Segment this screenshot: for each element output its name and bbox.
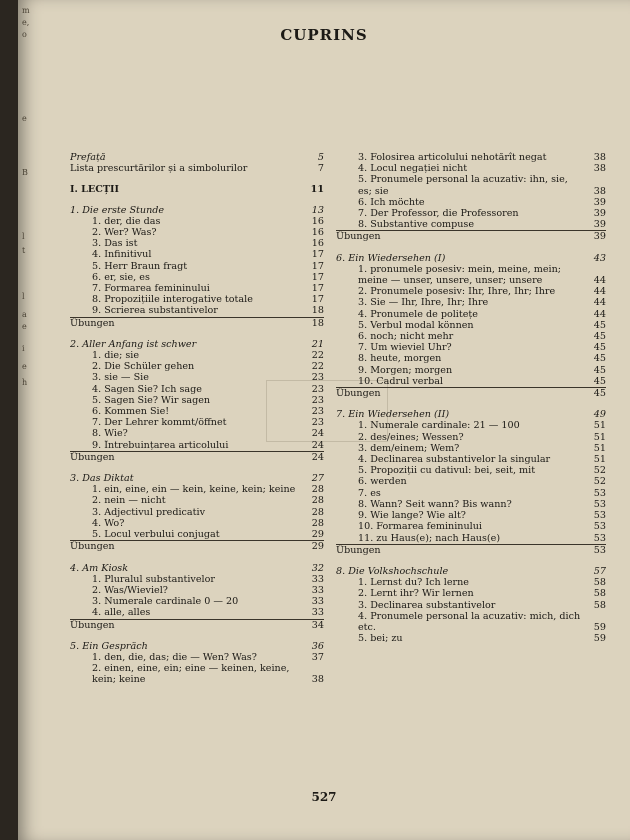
toc-page-number: 23 — [311, 383, 324, 395]
toc-entry-label: 8. Die Volkshochschule — [336, 565, 449, 577]
toc-entry-label: Übungen — [336, 388, 381, 400]
toc-sub-entry — [336, 577, 606, 588]
toc-sub-entry — [336, 611, 606, 633]
toc-page-number: 22 — [311, 350, 324, 362]
toc-page-number: 23 — [311, 394, 324, 406]
toc-entry-label: 4. Pronumele personal la acuzativ: mich, dich etc. — [358, 610, 581, 633]
toc-entry-label: 1. Die erste Stunde — [70, 204, 165, 216]
toc-entry-label: 11. zu Haus(e); nach Haus(e) — [358, 532, 501, 544]
toc-page-number: 44 — [593, 308, 606, 320]
toc-page-number: 53 — [593, 532, 606, 544]
toc-entry-label: 4. Am Kiosk — [70, 562, 129, 574]
toc-sub-entry — [336, 353, 606, 364]
toc-sub-entry — [70, 361, 324, 372]
toc-lesson-heading — [70, 152, 324, 163]
toc-sub-entry — [70, 607, 324, 618]
toc-page-number: 34 — [311, 619, 324, 631]
toc-sub-entry — [336, 465, 606, 476]
toc-entry-label: 2. des/eines; Wessen? — [358, 431, 464, 443]
toc-right-column — [336, 152, 606, 644]
toc-entry-label: 1. ein, eine, ein — kein, keine, kein; keine — [92, 484, 296, 496]
toc-entry-label: 5. bei; zu — [358, 633, 403, 645]
toc-entry-label: 4. Locul negației nicht — [358, 163, 468, 175]
toc-sub-entry — [70, 507, 324, 518]
toc-exercises-entry — [70, 540, 324, 552]
toc-entry-label: 5. Propoziții cu dativul: bei, seit, mit — [358, 465, 536, 477]
toc-sub-entry — [70, 384, 324, 395]
toc-page-number: 38 — [311, 674, 324, 686]
toc-page-number: 18 — [311, 305, 324, 317]
toc-entry-label: 6. er, sie, es — [92, 271, 150, 283]
toc-page-number: 44 — [593, 286, 606, 298]
toc-lesson-heading — [70, 641, 324, 652]
toc-entry-label: 9. Scrierea substantivelor — [92, 305, 218, 317]
toc-sub-entry — [70, 395, 324, 406]
toc-page-number: 5 — [317, 152, 324, 163]
toc-sub-entry — [336, 342, 606, 353]
toc-entry-label: 6. Ich möchte — [358, 196, 425, 208]
toc-entry-label: 7. es — [358, 487, 381, 499]
toc-entry-label: 3. Folosirea articolului nehotărît negat — [358, 152, 547, 163]
toc-sub-entry — [70, 294, 324, 305]
toc-page-number: 17 — [311, 283, 324, 295]
toc-sub-entry — [70, 484, 324, 495]
toc-entry-label: 8. Wann? Seit wann? Bis wann? — [358, 498, 512, 510]
toc-exercises-entry — [336, 387, 606, 399]
toc-page-number: 59 — [593, 621, 606, 633]
toc-sub-entry — [70, 529, 324, 540]
toc-sub-entry — [336, 588, 606, 599]
toc-page-number: 37 — [311, 651, 324, 663]
toc-entry-label: 1. pronumele posesiv: mein, meine, mein; meine — unser, unsere, unser; unsere — [358, 263, 562, 287]
toc-entry-label: 3. Numerale cardinale 0 — 20 — [92, 596, 239, 608]
toc-page-number: 33 — [311, 573, 324, 585]
toc-sub-entry — [70, 585, 324, 596]
toc-page-number: 51 — [593, 420, 606, 432]
toc-sub-entry — [70, 372, 324, 383]
toc-entry-label: 4. Wo? — [92, 517, 125, 529]
toc-page-number: 24 — [311, 439, 324, 451]
toc-exercises-entry — [70, 317, 324, 329]
toc-sub-entry — [70, 305, 324, 316]
toc-page-number: 27 — [311, 473, 324, 485]
toc-sub-entry — [336, 152, 606, 163]
toc-left-column — [70, 152, 324, 686]
toc-entry — [70, 163, 324, 174]
toc-page-number: 52 — [593, 465, 606, 477]
toc-entry-label: 2. Was/Wieviel? — [92, 584, 168, 596]
toc-sub-entry — [70, 261, 324, 272]
toc-page-number: 45 — [593, 375, 606, 387]
toc-entry-label: 5. Sagen Sie? Wir sagen — [92, 394, 211, 406]
toc-entry-label: Übungen — [70, 451, 115, 463]
toc-sub-entry — [70, 406, 324, 417]
toc-sub-entry — [336, 163, 606, 174]
toc-sub-entry — [336, 633, 606, 644]
toc-sub-entry — [336, 219, 606, 230]
toc-page-number: 29 — [311, 541, 324, 553]
toc-page-number: 23 — [311, 372, 324, 384]
toc-sub-entry — [70, 272, 324, 283]
toc-sub-entry — [336, 420, 606, 431]
toc-sub-entry — [70, 417, 324, 428]
toc-page-number: 58 — [593, 588, 606, 600]
toc-entry-label: 4. alle, alles — [92, 607, 151, 619]
toc-entry-label: 6. Ein Wiedersehen (I) — [336, 252, 446, 264]
toc-sub-entry — [70, 574, 324, 585]
toc-sub-entry — [70, 227, 324, 238]
toc-sub-entry — [336, 264, 606, 286]
toc-sub-entry — [336, 286, 606, 297]
toc-sub-entry — [70, 216, 324, 227]
toc-entry-label: 3. Declinarea substantivelor — [358, 599, 496, 611]
toc-page-number: 49 — [593, 409, 606, 421]
toc-page-number: 39 — [593, 208, 606, 220]
toc-entry-label: 4. Infinitivul — [92, 249, 152, 261]
toc-page-number: 23 — [311, 406, 324, 418]
toc-sub-entry — [70, 652, 324, 663]
toc-entry-label: 3. Adjectivul predicativ — [92, 506, 205, 518]
toc-page-number: 17 — [311, 294, 324, 306]
toc-lesson-heading — [336, 409, 606, 420]
toc-entry-label: 2. Pronumele posesiv: Ihr, Ihre, Ihr; Ihre — [358, 286, 556, 298]
toc-entry-label: 4. Pronumele de politețe — [358, 308, 478, 320]
toc-sub-entry — [70, 596, 324, 607]
toc-sub-entry — [70, 249, 324, 260]
toc-page-number: 43 — [593, 252, 606, 264]
toc-entry-label: Prefață — [70, 152, 106, 163]
toc-page-number: 33 — [311, 584, 324, 596]
book-page — [18, 0, 630, 840]
toc-page-number: 32 — [311, 562, 324, 574]
toc-page-number: 53 — [593, 487, 606, 499]
toc-page-number: 33 — [311, 596, 324, 608]
toc-page-number: 45 — [593, 353, 606, 365]
toc-entry-label: 9. Wie lange? Wie alt? — [358, 510, 466, 522]
toc-sub-entry — [70, 518, 324, 529]
toc-entry-label: 8. heute, morgen — [358, 353, 442, 365]
toc-page-number: 7 — [317, 163, 324, 175]
toc-page-number: 29 — [311, 529, 324, 541]
toc-page-number: 13 — [311, 204, 324, 216]
toc-entry-label: 2. einen, eine, ein; eine — keinen, keine, kein; keine — [92, 663, 290, 686]
toc-entry-label: 5. Pronumele personal la acuzativ: ihn, sie, es; sie — [358, 174, 568, 197]
toc-entry-label: 1. Numerale cardinale: 21 — 100 — [358, 420, 520, 432]
toc-page-number: 28 — [311, 517, 324, 529]
toc-page-number: 59 — [593, 633, 606, 645]
toc-page-number: 11 — [310, 184, 324, 196]
toc-page-number: 44 — [593, 297, 606, 309]
toc-entry-label: Übungen — [70, 619, 115, 631]
toc-entry-label: 3. sie — Sie — [92, 372, 149, 384]
toc-entry-label: 7. Um wieviel Uhr? — [358, 342, 452, 354]
toc-page-number: 23 — [311, 417, 324, 429]
toc-sub-entry — [70, 350, 324, 361]
toc-lesson-heading — [70, 339, 324, 350]
toc-sub-entry — [336, 297, 606, 308]
previous-page-edge: m e, o e B l t l a e i e h — [22, 6, 30, 387]
toc-page-number: 45 — [593, 388, 606, 400]
toc-page-number: 45 — [593, 364, 606, 376]
toc-page-number: 52 — [593, 476, 606, 488]
toc-page-number: 16 — [311, 215, 324, 227]
toc-lesson-heading — [336, 253, 606, 264]
toc-sub-entry — [336, 174, 606, 196]
toc-entry-label: 2. Die Schüler gehen — [92, 361, 195, 373]
toc-page-number: 38 — [593, 185, 606, 197]
toc-entry-label: 3. dem/einem; Wem? — [358, 442, 460, 454]
toc-page-number: 39 — [593, 196, 606, 208]
toc-exercises-entry — [336, 230, 606, 242]
toc-sub-entry — [70, 440, 324, 451]
toc-sub-entry — [336, 476, 606, 487]
toc-page-number: 24 — [311, 451, 324, 463]
toc-sub-entry — [336, 488, 606, 499]
toc-entry-label: 2. nein — nicht — [92, 495, 166, 507]
toc-entry-label: 1. Lernst du? Ich lerne — [358, 577, 469, 589]
toc-sub-entry — [336, 320, 606, 331]
toc-sub-entry — [336, 499, 606, 510]
toc-page-number: 53 — [593, 544, 606, 556]
toc-entry-label: 7. Ein Wiedersehen (II) — [336, 409, 450, 421]
toc-entry-label: Übungen — [70, 541, 115, 553]
toc-page-number: 17 — [311, 271, 324, 283]
toc-page-number: 36 — [311, 640, 324, 652]
toc-entry-label: 6. noch; nicht mehr — [358, 331, 454, 343]
toc-sub-entry — [70, 283, 324, 294]
toc-entry-label: 8. Substantive compuse — [358, 219, 475, 231]
toc-page-number: 21 — [311, 338, 324, 350]
toc-entry-label: 4. Sagen Sie? Ich sage — [92, 383, 202, 395]
toc-page-number: 18 — [311, 317, 324, 329]
toc-entry-label: 8. Wie? — [92, 428, 128, 440]
toc-page-number: 51 — [593, 431, 606, 443]
toc-entry-label: Übungen — [70, 317, 115, 329]
toc-exercises-entry — [70, 451, 324, 463]
toc-page-number: 17 — [311, 249, 324, 261]
toc-page-number: 22 — [311, 361, 324, 373]
toc-sub-entry — [336, 432, 606, 443]
toc-entry-label: 2. Wer? Was? — [92, 227, 157, 239]
toc-page-number: 58 — [593, 577, 606, 589]
toc-page-number: 45 — [593, 319, 606, 331]
toc-entry-label: I. LECȚII — [70, 184, 119, 196]
toc-page-number: 53 — [593, 510, 606, 522]
toc-sub-entry — [336, 376, 606, 387]
toc-page-number: 45 — [593, 342, 606, 354]
toc-entry-label: 7. Formarea femininului — [92, 283, 210, 295]
toc-entry-label: 9. Întrebuințarea articolului — [92, 439, 229, 451]
toc-entry-label: 6. werden — [358, 476, 407, 488]
toc-exercises-entry — [336, 544, 606, 556]
toc-entry-label: 5. Herr Braun fragt — [92, 260, 188, 272]
toc-entry-label: Übungen — [336, 544, 381, 556]
toc-entry-label: 1. Pluralul substantivelor — [92, 573, 215, 585]
toc-page-number: 28 — [311, 484, 324, 496]
toc-entry-label: 8. Propozițiile interogative totale — [92, 294, 253, 306]
toc-page-number: 16 — [311, 238, 324, 250]
toc-sub-entry — [336, 443, 606, 454]
toc-lesson-heading — [336, 566, 606, 577]
toc-page-number: 53 — [593, 521, 606, 533]
toc-page-number: 38 — [593, 152, 606, 163]
toc-lesson-heading — [70, 563, 324, 574]
toc-page-number: 38 — [593, 163, 606, 175]
toc-page-number: 53 — [593, 498, 606, 510]
toc-page-number: 17 — [311, 260, 324, 272]
toc-sub-entry — [336, 600, 606, 611]
toc-entry-label: 2. Lernt ihr? Wir lernen — [358, 588, 474, 600]
toc-page-number: 58 — [593, 599, 606, 611]
toc-sub-entry — [336, 521, 606, 532]
toc-entry-label: 10. Formarea femininului — [358, 521, 482, 533]
toc-page-number: 16 — [311, 227, 324, 239]
page-title: CUPRINS — [280, 26, 368, 44]
toc-entry-label: 7. Der Lehrer kommt/öffnet — [92, 417, 227, 429]
toc-lesson-heading — [70, 473, 324, 484]
toc-sub-entry — [336, 197, 606, 208]
toc-entry-label: 7. Der Professor, die Professoren — [358, 208, 519, 220]
toc-page-number: 24 — [311, 428, 324, 440]
toc-entry-label: 1. der, die das — [92, 215, 161, 227]
toc-page-number: 45 — [593, 331, 606, 343]
toc-lesson-heading — [70, 205, 324, 216]
toc-entry-label: 4. Declinarea substantivelor la singular — [358, 454, 551, 466]
toc-entry-label: 3. Das Diktat — [70, 473, 134, 485]
toc-page-number: 51 — [593, 442, 606, 454]
toc-page-number: 39 — [593, 219, 606, 231]
toc-entry-label: 3. Das ist — [92, 238, 138, 250]
toc-sub-entry — [70, 495, 324, 506]
toc-sub-entry — [336, 309, 606, 320]
toc-section-heading — [70, 184, 324, 195]
toc-page-number: 57 — [593, 565, 606, 577]
toc-sub-entry — [336, 365, 606, 376]
toc-page-number: 44 — [593, 275, 606, 287]
toc-entry-label: 2. Aller Anfang ist schwer — [70, 338, 197, 350]
toc-sub-entry — [336, 454, 606, 465]
toc-sub-entry — [336, 331, 606, 342]
toc-sub-entry — [336, 533, 606, 544]
toc-entry-label: 6. Kommen Sie! — [92, 406, 170, 418]
toc-page-number: 39 — [593, 231, 606, 243]
toc-page-number: 51 — [593, 454, 606, 466]
toc-entry-label: 5. Locul verbului conjugat — [92, 529, 220, 541]
toc-entry-label: 3. Sie — Ihr, Ihre, Ihr; Ihre — [358, 297, 489, 309]
toc-sub-entry — [70, 428, 324, 439]
toc-page-number: 28 — [311, 506, 324, 518]
toc-entry-label: 9. Morgen; morgen — [358, 364, 453, 376]
toc-page-number: 33 — [311, 607, 324, 619]
toc-exercises-entry — [70, 619, 324, 631]
toc-sub-entry — [336, 208, 606, 219]
toc-entry-label: 5. Verbul modal können — [358, 319, 474, 331]
page-number: 527 — [311, 790, 337, 804]
toc-sub-entry — [70, 663, 324, 685]
toc-page-number: 28 — [311, 495, 324, 507]
toc-entry-label: 10. Cadrul verbal — [358, 375, 444, 387]
toc-entry-label: 5. Ein Gespräch — [70, 640, 148, 652]
toc-entry-label: Übungen — [336, 231, 381, 243]
toc-entry-label: Lista prescurtărilor și a simbolurilor — [70, 163, 248, 175]
toc-entry-label: 1. den, die, das; die — Wen? Was? — [92, 651, 257, 663]
toc-sub-entry — [336, 510, 606, 521]
toc-entry-label: 1. die; sie — [92, 350, 140, 362]
toc-sub-entry — [70, 238, 324, 249]
